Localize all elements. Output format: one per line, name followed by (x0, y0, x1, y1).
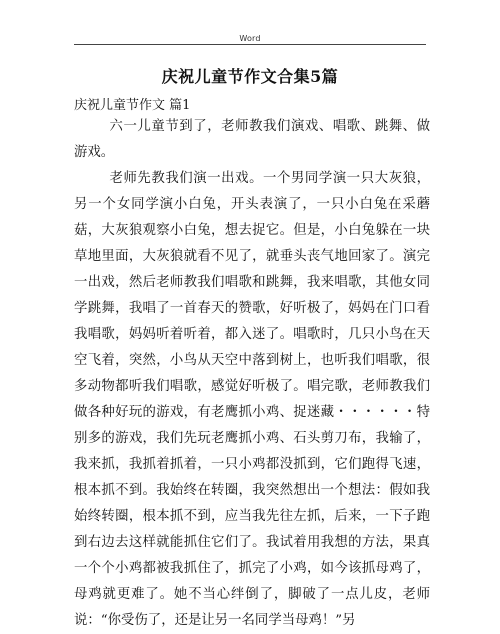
body-paragraph: 老师先教我们演一出戏。一个男同学演一只大灰狼，另一个女同学演小白兔，开头表演了，一只小白兔在采蘑菇，大灰狼观察小白兔，想去捉它。但是，小白兔躲在一块草地里面，大灰狼就看不见了，就垂头丧气地回家了。演完一出戏，然后老师教我们唱歌和跳舞，我来唱歌，其他女同学跳舞，我唱了一首春天的赞歌，好听极了，妈妈在门口看我唱歌，妈妈听着听着，都入迷了。唱歌时，几只小鸟在天空飞着，突然，小鸟从天空中落到树上，也听我们唱歌，很多动物都听我们唱歌，感觉好听极了。唱完歌，老师教我们做各种好玩的游戏，有老鹰抓小鸡、捉迷藏・・・・・・特别多的游戏，我们先玩老鹰抓小鸡、石头剪刀布，我输了，我来抓，我抓着抓着，一只小鸡都没抓到，它们跑得飞速，根本抓不到。我始终在转圈，我突然想出一个想法：假如我始终转圈，根本抓不到，应当我先往左抓，后来，一下子跑到右边去这样就能抓住它们了。我试着用我想的方法，果真一个个小鸡都被我抓住了，抓完了小鸡，如今该抓母鸡了，母鸡就更难了。她不当心绊倒了，脚破了一点儿皮，老师说：“你受伤了，还是让另一名同学当母鸡！”另 (74, 171, 430, 628)
document-body (74, 114, 430, 634)
section-heading: 庆祝儿童节作文 篇1 (74, 98, 191, 113)
header-divider (74, 44, 426, 45)
document-title: 庆祝儿童节作文合集5篇 (161, 67, 339, 86)
body-paragraph: 六一儿童节到了，老师教我们演戏、唱歌、跳舞、做游戏。 (74, 119, 430, 160)
page-header-label: Word (239, 34, 261, 43)
